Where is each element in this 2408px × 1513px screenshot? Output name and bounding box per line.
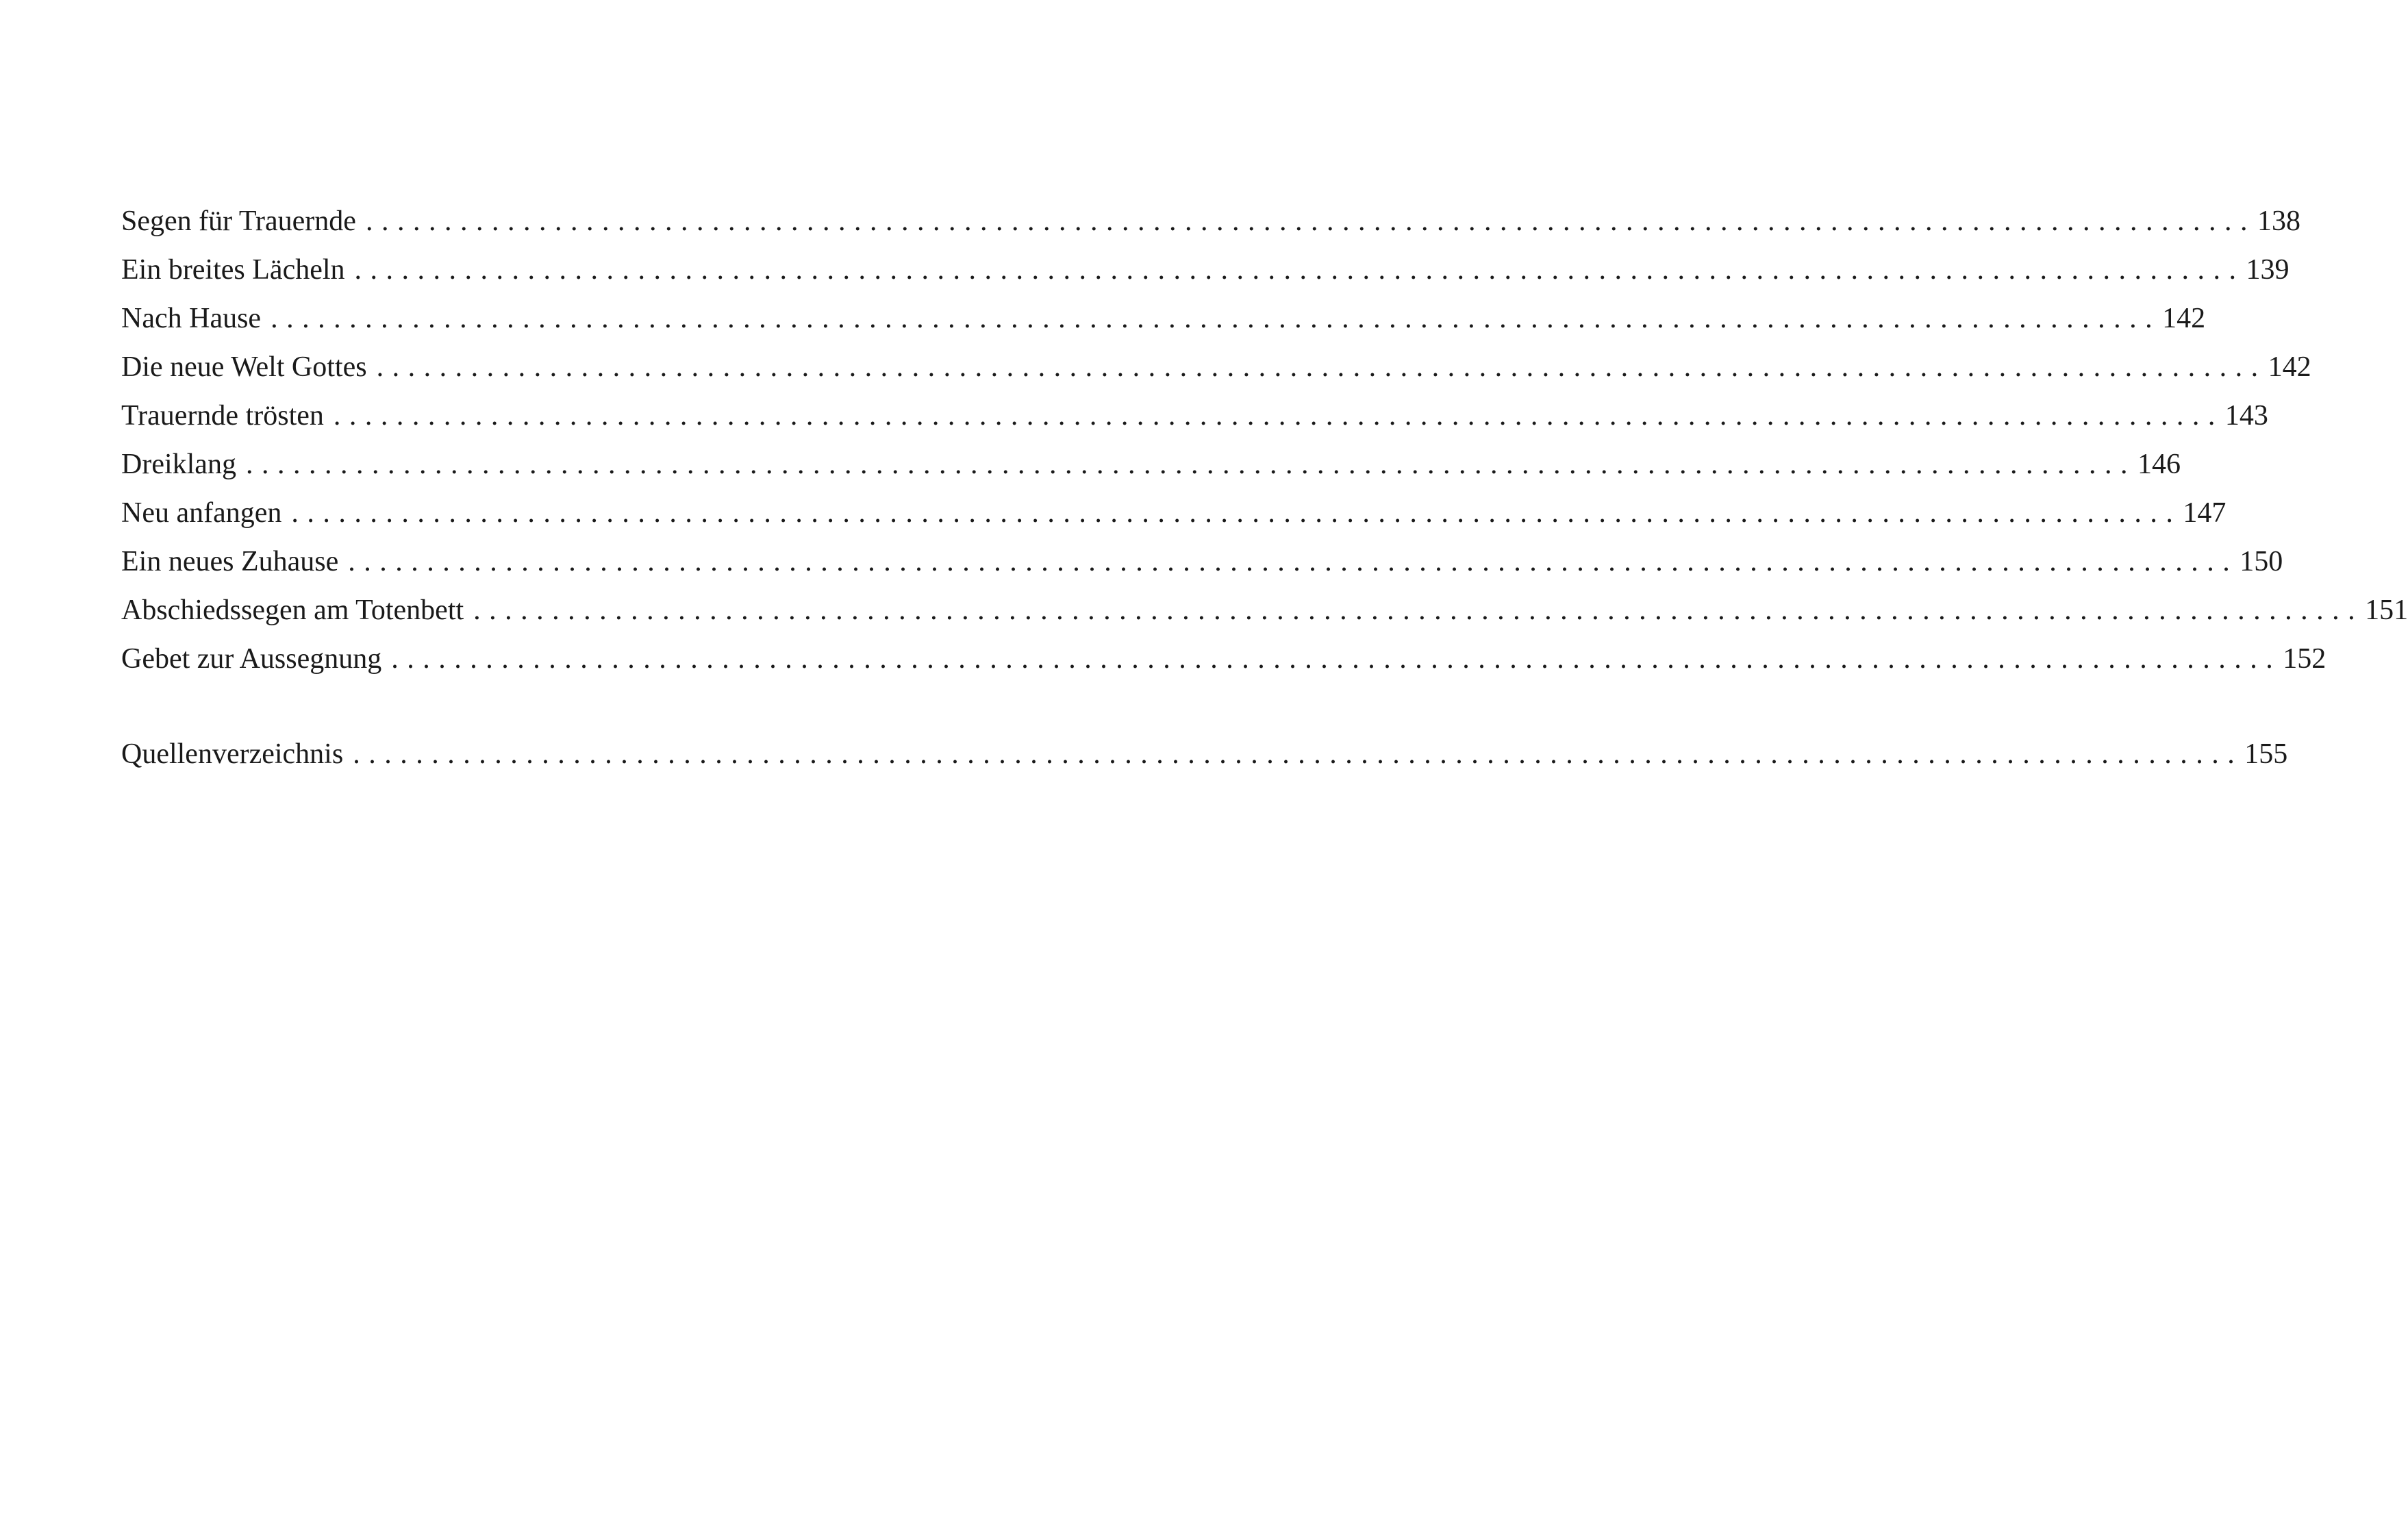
toc-entry xyxy=(121,538,2283,586)
toc-entry-title: Dreiklang xyxy=(121,449,236,480)
toc-entry xyxy=(121,440,2181,489)
toc-entry xyxy=(121,246,2290,295)
toc-dot-leader: ........................................................................................................................ xyxy=(245,449,2136,480)
toc-entry xyxy=(121,295,2206,343)
toc-entry-title: Nach Hause xyxy=(121,303,262,334)
toc-entry-page: 150 xyxy=(2240,546,2283,577)
toc-entry-title: Abschiedssegen am Totenbett xyxy=(121,595,464,626)
toc-dot-leader: ........................................................................................................................ xyxy=(333,400,2224,432)
toc-entry xyxy=(121,730,2288,779)
toc-entry-title: Quellenverzeichnis xyxy=(121,738,344,770)
toc-entry-title: Ein neues Zuhause xyxy=(121,546,339,577)
toc-entry-page: 155 xyxy=(2244,738,2288,770)
toc-entry-title: Ein breites Lächeln xyxy=(121,254,345,286)
toc-dot-leader: ........................................................................................................................ xyxy=(271,303,2161,334)
toc-entry xyxy=(121,392,2268,440)
toc-entry-page: 142 xyxy=(2162,303,2206,334)
toc-entry-page: 139 xyxy=(2246,254,2290,286)
toc-dot-leader: ........................................................................................................................ xyxy=(354,254,2245,286)
toc-entry-title: Neu anfangen xyxy=(121,497,282,529)
toc-entry xyxy=(121,635,2327,684)
toc-group-main xyxy=(121,197,2408,684)
toc-entry-page: 143 xyxy=(2224,400,2268,432)
toc-dot-leader: ........................................................................................................................ xyxy=(348,546,2239,577)
toc-entry-page: 147 xyxy=(2183,497,2227,529)
toc-dot-leader: ........................................................................................................................ xyxy=(473,595,2364,626)
toc-entry xyxy=(121,586,2408,635)
toc-dot-leader: ........................................................................................................................ xyxy=(353,738,2244,770)
toc-entry-page: 142 xyxy=(2268,351,2311,383)
toc-entry-title: Die neue Welt Gottes xyxy=(121,351,367,383)
toc-entry-title: Segen für Trauernde xyxy=(121,205,356,237)
toc-entry xyxy=(121,197,2300,246)
toc-dot-leader: ........................................................................................................................ xyxy=(291,497,2182,529)
toc-entry xyxy=(121,489,2227,538)
toc-entry-page: 146 xyxy=(2137,449,2181,480)
toc-entry-title: Trauernde trösten xyxy=(121,400,324,432)
toc-entry-page: 152 xyxy=(2283,643,2327,675)
toc-entry-page: 138 xyxy=(2257,205,2300,237)
toc-dot-leader: ........................................................................................................................ xyxy=(376,351,2267,383)
toc-group-appendix xyxy=(121,730,2288,779)
toc-entry-page: 151 xyxy=(2365,595,2408,626)
toc-dot-leader: ........................................................................................................................ xyxy=(365,205,2256,237)
toc-dot-leader: ........................................................................................................................ xyxy=(391,643,2282,675)
toc-entry-title: Gebet zur Aussegnung xyxy=(121,643,382,675)
table-of-contents xyxy=(121,197,2408,779)
toc-entry xyxy=(121,343,2311,392)
